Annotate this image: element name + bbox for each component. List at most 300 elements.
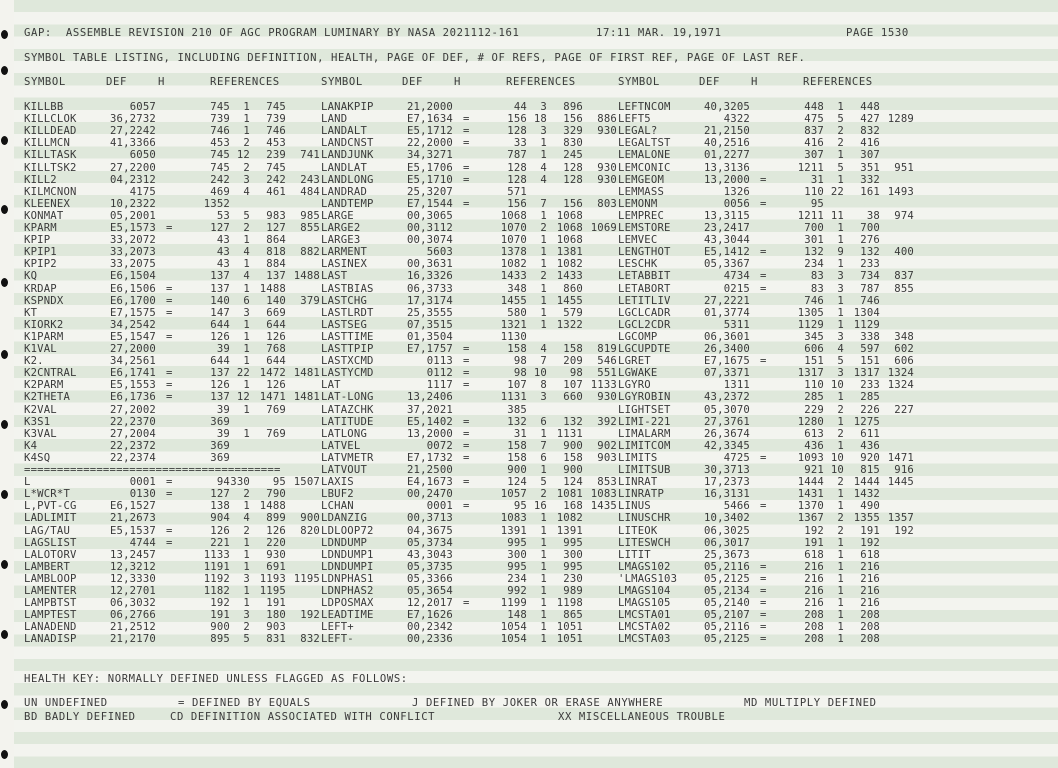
ref-count-cell: 1 — [837, 318, 844, 331]
health-cell: = — [166, 330, 173, 343]
first-ref-cell: 128 — [563, 173, 583, 186]
table-row — [321, 391, 617, 403]
def-page-cell: 1129 — [797, 318, 824, 331]
table-row — [24, 597, 320, 609]
def-page-cell: 1131 — [500, 391, 527, 404]
def-page-cell: 992 — [507, 585, 527, 597]
table-row — [24, 174, 320, 186]
first-ref-cell: 216 — [860, 597, 880, 610]
symbol-cell: KILMCNON — [24, 185, 77, 198]
def-cell: 05,3734 — [406, 536, 453, 549]
def-cell: 05,2107 — [703, 609, 750, 622]
table-row — [618, 476, 914, 488]
table-row — [24, 113, 320, 125]
ref-count-cell: 1 — [540, 512, 547, 525]
def-page-cell: 1191 — [203, 560, 230, 573]
symbol-cell: LAMPBTST — [24, 597, 77, 610]
table-row — [618, 343, 914, 355]
def-page-cell: 158 — [507, 451, 527, 464]
def-page-cell: 900 — [210, 621, 230, 634]
def-cell: 33,2075 — [109, 258, 156, 271]
ref-count-cell: 6 — [540, 415, 547, 428]
tractor-hole — [1, 350, 8, 359]
ref-count-cell: 3 — [243, 609, 250, 622]
table-row — [321, 633, 617, 645]
table-row — [618, 270, 914, 282]
health-cell: = — [760, 572, 767, 585]
health-cell: = — [760, 282, 767, 295]
col1-def-header: DEF — [106, 76, 127, 88]
symbol-cell: LASTTPIP — [321, 343, 374, 355]
first-ref-cell: 860 — [563, 282, 583, 295]
first-ref-cell: 995 — [563, 560, 583, 573]
tractor-hole — [1, 630, 8, 639]
first-ref-cell: 1444 — [853, 476, 880, 489]
def-cell: 6050 — [129, 149, 156, 162]
ref-count-cell: 2 — [837, 137, 844, 150]
def-page-cell: 613 — [804, 427, 824, 440]
table-row — [321, 331, 617, 343]
ref-count-cell: 6 — [243, 294, 250, 307]
health-cell: = — [463, 597, 470, 610]
table-row — [618, 440, 914, 452]
ref-count-cell: 1 — [540, 621, 547, 634]
first-ref-cell: 745 — [266, 161, 286, 174]
def-page-cell: 126 — [210, 524, 230, 537]
def-cell: 10,3402 — [703, 512, 750, 525]
first-ref-cell: 900 — [563, 439, 583, 452]
ref-count-cell: 1 — [837, 415, 844, 428]
ref-count-cell: 1 — [540, 597, 547, 610]
first-ref-cell: 995 — [563, 536, 583, 549]
def-page-cell: 132 — [804, 246, 824, 259]
table-row — [618, 162, 914, 174]
ref-count-cell: 2 — [837, 427, 844, 440]
def-page-cell: 98 — [513, 355, 527, 368]
def-page-cell: 242 — [210, 173, 230, 186]
def-cell: 00,3112 — [406, 222, 453, 234]
ref-count-cell: 3 — [837, 282, 844, 295]
ref-count-cell: 1 — [540, 572, 547, 585]
first-ref-cell: 1322 — [556, 318, 583, 331]
def-page-cell: 1391 — [500, 524, 527, 537]
symbol-cell: LINRATP — [618, 488, 665, 501]
def-page-cell: 995 — [507, 560, 527, 573]
ref-count-cell: 2 — [243, 161, 250, 174]
symbol-cell: K4SQ — [24, 451, 51, 464]
symbol-cell: KQ — [24, 270, 38, 283]
health-cell: = — [166, 379, 173, 392]
health-cell: = — [463, 415, 470, 428]
def-cell: 26,3400 — [703, 343, 750, 355]
last-ref-cell: 855 — [300, 222, 320, 234]
table-row — [321, 246, 617, 258]
last-ref-cell: 902 — [597, 439, 617, 452]
health-cell: = — [463, 137, 470, 150]
def-page-cell: 369 — [210, 439, 230, 452]
ref-count-cell: 3 — [837, 367, 844, 380]
first-ref-cell: 307 — [860, 149, 880, 162]
table-row — [24, 137, 320, 149]
def-cell: E6,1527 — [109, 500, 156, 513]
health-cell: = — [463, 476, 470, 489]
def-cell: 07,3371 — [703, 367, 750, 380]
first-ref-cell: 1391 — [556, 524, 583, 537]
ref-count-cell: 2 — [837, 125, 844, 138]
ref-count-cell: 5 — [243, 633, 250, 646]
health-cell: = — [166, 536, 173, 549]
def-cell: 13,2000 — [406, 427, 453, 440]
def-page-cell: 191 — [804, 536, 824, 549]
def-cell: 05,3366 — [406, 572, 453, 585]
first-ref-cell: 865 — [563, 609, 583, 622]
page-number: PAGE 1530 — [846, 27, 909, 39]
health-cell: = — [166, 524, 173, 537]
first-ref-cell: 579 — [563, 306, 583, 319]
ref-count-cell: 4 — [540, 173, 547, 186]
health-cell: = — [463, 125, 470, 138]
table-row — [321, 573, 617, 585]
ref-count-cell: 9 — [837, 246, 844, 259]
first-ref-cell: 903 — [266, 621, 286, 634]
def-page-cell: 787 — [507, 149, 527, 162]
def-page-cell: 1317 — [797, 367, 824, 380]
first-ref-cell: 161 — [860, 185, 880, 198]
symbol-cell: LGYROBIN — [618, 391, 671, 404]
symbol-cell: LATVOUT — [321, 464, 368, 476]
first-ref-cell: 1131 — [556, 427, 583, 440]
first-ref-cell: 787 — [860, 282, 880, 295]
ref-count-cell: 1 — [243, 585, 250, 597]
first-ref-cell: 611 — [860, 427, 880, 440]
def-page-cell: 151 — [804, 355, 824, 368]
table-row — [618, 295, 914, 307]
first-ref-cell: 1433 — [556, 270, 583, 283]
separator-line: ======================================= — [24, 464, 281, 476]
symbol-cell: LDLOOP72 — [321, 524, 374, 537]
def-page-cell: 137 — [210, 282, 230, 295]
ref-count-cell: 1 — [243, 355, 250, 368]
tractor-hole — [1, 278, 8, 287]
col2-symbol-header: SYMBOL — [321, 76, 363, 88]
symbol-cell: LEGAL? — [618, 125, 658, 138]
symbol-cell: LARGE3 — [321, 234, 361, 247]
def-page-cell: 1054 — [500, 621, 527, 634]
table-row — [321, 585, 617, 597]
first-ref-cell: 1068 — [556, 222, 583, 234]
table-row — [321, 428, 617, 440]
table-row — [24, 307, 320, 319]
def-page-cell: 126 — [210, 330, 230, 343]
symbol-cell: KPIP2 — [24, 258, 57, 271]
last-ref-cell: 606 — [894, 355, 914, 368]
ref-count-cell: 3 — [837, 270, 844, 283]
ref-count-cell: 1 — [540, 282, 547, 295]
ref-count-cell: 1 — [540, 209, 547, 222]
symbol-cell: LINUS — [618, 500, 651, 513]
first-ref-cell: 700 — [860, 222, 880, 234]
def-cell: 1311 — [723, 379, 750, 392]
def-page-cell: 156 — [507, 197, 527, 210]
last-ref-cell: 551 — [597, 367, 617, 380]
table-row — [24, 573, 320, 585]
symbol-cell: LDPOSMAX — [321, 597, 374, 610]
def-cell: 41,3366 — [109, 137, 156, 150]
last-ref-cell: 1357 — [887, 512, 914, 525]
ref-count-cell: 1 — [540, 149, 547, 162]
last-ref-cell: 882 — [300, 246, 320, 259]
health-cell: = — [463, 451, 470, 464]
symbol-cell: LANDLAT — [321, 161, 368, 174]
symbol-cell: LDNPHAS1 — [321, 572, 374, 585]
def-page-cell: 580 — [507, 306, 527, 319]
def-page-cell: 1192 — [203, 572, 230, 585]
col1-health-header: H — [158, 76, 165, 88]
listing-title: GAP: ASSEMBLE REVISION 210 OF AGC PROGRAM LUMINARY BY NASA 2021112-161 — [24, 27, 520, 39]
symbol-cell: KILLCLOK — [24, 113, 77, 126]
first-ref-cell: 1068 — [556, 209, 583, 222]
health-cell: = — [463, 343, 470, 355]
def-page-cell: 1211 — [797, 209, 824, 222]
table-row — [618, 561, 914, 573]
def-cell: 12,3212 — [109, 560, 156, 573]
symbol-cell: LGCUPDTE — [618, 343, 671, 355]
def-cell: 0001 — [426, 500, 453, 513]
symbol-cell: LEMPREC — [618, 209, 665, 222]
def-page-cell: 745 — [210, 161, 230, 174]
first-ref-cell: 329 — [563, 125, 583, 138]
def-cell: 4734 — [723, 270, 750, 283]
def-cell: E6,1736 — [109, 391, 156, 404]
def-page-cell: 1082 — [500, 258, 527, 271]
def-page-cell: 138 — [210, 500, 230, 513]
ref-count-cell: 6 — [540, 451, 547, 464]
table-row — [24, 198, 320, 210]
table-row — [24, 234, 320, 246]
def-cell: E5,1553 — [109, 379, 156, 392]
table-row — [618, 633, 914, 645]
def-page-cell: 285 — [804, 391, 824, 404]
ref-count-cell: 5 — [243, 209, 250, 222]
table-row — [321, 210, 617, 222]
health-cell: = — [760, 585, 767, 597]
ref-count-cell: 3 — [540, 101, 547, 113]
health-cell: = — [166, 222, 173, 234]
def-cell: 07,3515 — [406, 318, 453, 331]
def-cell: 5311 — [723, 318, 750, 331]
def-page-cell: 746 — [804, 294, 824, 307]
first-ref-cell: 597 — [860, 343, 880, 355]
table-row — [321, 186, 617, 198]
def-cell: 27,2002 — [109, 403, 156, 416]
health-key-miscellaneous: XX MISCELLANEOUS TROUBLE — [558, 711, 726, 723]
def-cell: E6,1741 — [109, 367, 156, 380]
ref-count-cell: 1 — [243, 282, 250, 295]
def-cell: 13,2406 — [406, 391, 453, 404]
symbol-cell: K2VAL — [24, 403, 57, 416]
def-cell: 12,2701 — [109, 585, 156, 597]
def-page-cell: 137 — [210, 391, 230, 404]
table-row — [24, 186, 320, 198]
ref-count-cell: 22 — [830, 185, 844, 198]
table-row — [24, 319, 320, 331]
first-ref-cell: 416 — [860, 137, 880, 150]
table-row — [24, 391, 320, 403]
first-ref-cell: 436 — [860, 439, 880, 452]
def-page-cell: 571 — [507, 185, 527, 198]
table-row — [618, 367, 914, 379]
def-page-cell: 1321 — [500, 318, 527, 331]
table-row — [24, 331, 320, 343]
ref-count-cell: 1 — [243, 536, 250, 549]
table-row — [618, 464, 914, 476]
def-cell: 0072 — [426, 439, 453, 452]
def-page-cell: 995 — [507, 536, 527, 549]
def-page-cell: 95 — [513, 500, 527, 513]
table-row — [24, 452, 320, 464]
def-cell: 21,2673 — [109, 512, 156, 525]
last-ref-cell: 916 — [894, 464, 914, 476]
symbol-cell: LIMALARM — [618, 427, 671, 440]
table-row — [321, 379, 617, 391]
def-cell: E6,1700 — [109, 294, 156, 307]
col3-references-header: REFERENCES — [803, 76, 873, 88]
first-ref-cell: 230 — [563, 572, 583, 585]
def-cell: E7,1757 — [406, 343, 453, 355]
symbol-cell: LAND — [321, 113, 348, 126]
first-ref-cell: 245 — [563, 149, 583, 162]
symbol-cell: LDNPHAS2 — [321, 585, 374, 597]
table-row — [24, 500, 320, 512]
symbol-cell: LANDCNST — [321, 137, 374, 150]
def-cell: 23,2417 — [703, 222, 750, 234]
first-ref-cell: 900 — [563, 464, 583, 476]
def-cell: E7,1732 — [406, 451, 453, 464]
def-cell: 01,3774 — [703, 306, 750, 319]
symbol-cell: LITEOK — [618, 524, 658, 537]
symbol-cell: LIMITCOM — [618, 439, 671, 452]
table-row — [24, 283, 320, 295]
first-ref-cell: 1198 — [556, 597, 583, 610]
symbol-cell: LAMBERT — [24, 560, 71, 573]
ref-count-cell: 1 — [540, 318, 547, 331]
table-row — [618, 234, 914, 246]
symbol-cell: LATAZCHK — [321, 403, 374, 416]
table-row — [618, 174, 914, 186]
def-page-cell: 43 — [216, 258, 230, 271]
def-page-cell: 475 — [804, 113, 824, 126]
table-row — [321, 355, 617, 367]
table-row — [24, 488, 320, 500]
table-row — [321, 137, 617, 149]
symbol-cell: KIORK2 — [24, 318, 64, 331]
def-page-cell: 700 — [804, 222, 824, 234]
last-ref-cell: 400 — [894, 246, 914, 259]
first-ref-cell: 158 — [563, 343, 583, 355]
symbol-cell: LARGE — [321, 209, 354, 222]
health-cell: = — [463, 161, 470, 174]
def-page-cell: 147 — [210, 306, 230, 319]
symbol-cell: K4 — [24, 439, 38, 452]
ref-count-cell: 1 — [837, 500, 844, 513]
last-ref-cell: 741 — [300, 149, 320, 162]
ref-count-cell: 2 — [837, 524, 844, 537]
ref-count-cell: 1 — [837, 560, 844, 573]
table-row — [321, 561, 617, 573]
def-page-cell: 1182 — [203, 585, 230, 597]
symbol-cell: LMAGS105 — [618, 597, 671, 610]
first-ref-cell: 233 — [860, 258, 880, 271]
table-row — [321, 222, 617, 234]
def-cell: 13,2000 — [703, 173, 750, 186]
first-ref-cell: 768 — [266, 343, 286, 355]
def-page-cell: 83 — [810, 282, 824, 295]
table-row — [618, 198, 914, 210]
symbol-cell: LANAKPIP — [321, 101, 374, 113]
def-page-cell: 385 — [507, 403, 527, 416]
def-page-cell: 300 — [507, 548, 527, 561]
symbol-cell: LASTSEG — [321, 318, 368, 331]
def-page-cell: 83 — [810, 270, 824, 283]
symbol-cell: LASTLRDT — [321, 306, 374, 319]
symbol-cell: LAXIS — [321, 476, 354, 489]
table-row — [618, 525, 914, 537]
symbol-cell: KILL2 — [24, 173, 57, 186]
ref-count-cell: 22 — [236, 367, 250, 380]
symbol-cell: LGCLCADR — [618, 306, 671, 319]
last-ref-cell: 985 — [300, 209, 320, 222]
first-ref-cell: 208 — [860, 633, 880, 646]
last-ref-cell: 379 — [300, 294, 320, 307]
def-page-cell: 128 — [507, 161, 527, 174]
ref-count-cell: 8 — [540, 379, 547, 392]
table-row — [24, 101, 320, 113]
def-cell: 06,3032 — [109, 597, 156, 610]
symbol-cell: LGWAKE — [618, 367, 658, 380]
ref-count-cell: 5 — [837, 355, 844, 368]
ref-count-cell: 1 — [837, 439, 844, 452]
def-cell: 30,3713 — [703, 464, 750, 476]
last-ref-cell: 1069 — [590, 222, 617, 234]
table-row — [321, 537, 617, 549]
table-row — [618, 283, 914, 295]
symbol-cell: LEFT+ — [321, 621, 354, 634]
def-page-cell: 33 — [513, 137, 527, 150]
def-page-cell: 229 — [804, 403, 824, 416]
def-page-cell: 1367 — [797, 512, 824, 525]
def-cell: 33,2072 — [109, 234, 156, 247]
ref-count-cell: 1 — [243, 330, 250, 343]
ref-count-cell: 10 — [830, 464, 844, 476]
def-page-cell: 39 — [216, 403, 230, 416]
symbol-cell: LEMVEC — [618, 234, 658, 247]
table-row — [321, 549, 617, 561]
table-row — [618, 101, 914, 113]
symbol-cell: LDANZIG — [321, 512, 368, 525]
symbol-cell: K2THETA — [24, 391, 71, 404]
def-cell: 27,2000 — [109, 343, 156, 355]
symbol-cell: LANDJUNK — [321, 149, 374, 162]
table-row — [24, 258, 320, 270]
first-ref-cell: 168 — [563, 500, 583, 513]
ref-count-cell: 4 — [243, 512, 250, 525]
ref-count-cell: 2 — [243, 222, 250, 234]
symbol-cell: L*WCR*T — [24, 488, 71, 501]
last-ref-cell: 602 — [894, 343, 914, 355]
symbol-cell: KSPNDX — [24, 294, 64, 307]
last-ref-cell: 855 — [894, 282, 914, 295]
table-row — [321, 101, 617, 113]
